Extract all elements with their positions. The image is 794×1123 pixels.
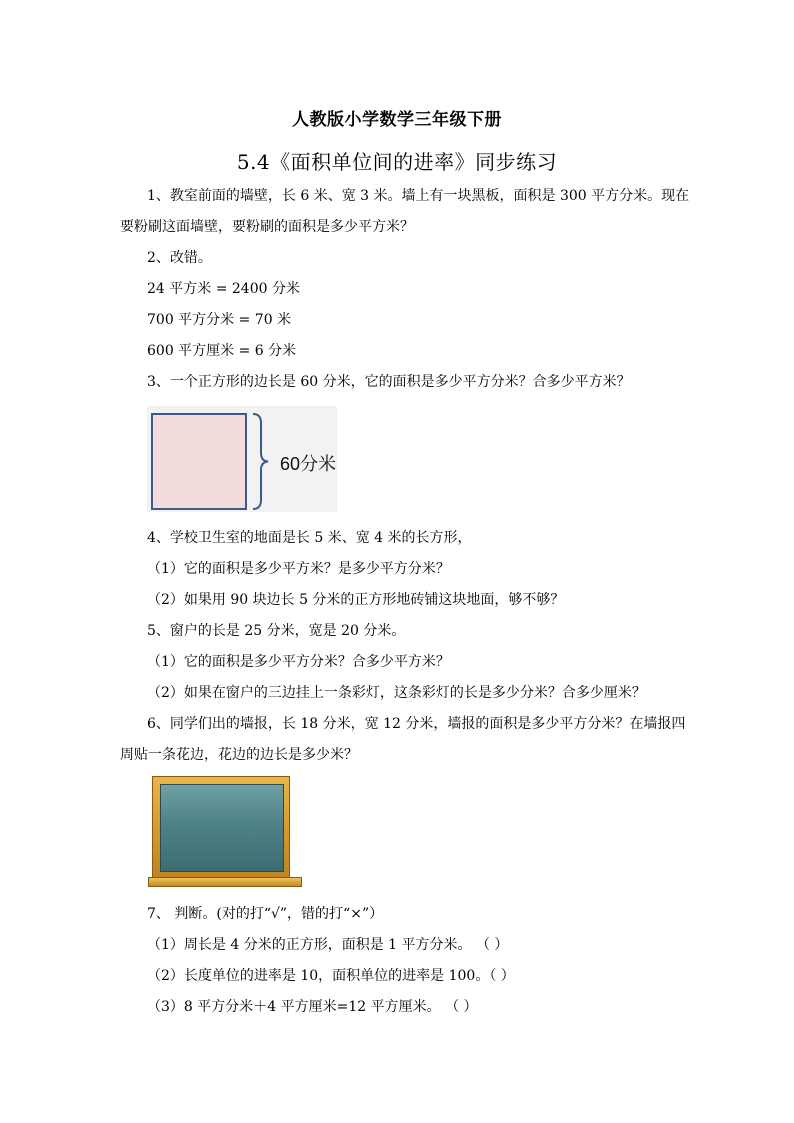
square-side-label: 60分米 [280,454,337,474]
blackboard-ledge [148,877,302,887]
question-6-line-2: 周贴一条花边，花边的边长是多少米？ [120,747,358,763]
blackboard-illustration [148,776,300,888]
question-2-item-1: 24 平方米 = 2400 分米 [147,281,300,297]
question-6-line-1: 6、同学们出的墙报，长 18 分米，宽 12 分米，墙报的面积是多少平方分米？在墙报四 [147,716,686,732]
question-5-text: 5、窗户的长是 25 分米，宽是 20 分米。 [147,623,406,639]
square-figure [147,406,337,512]
question-2-item-2: 700 平方分米 = 70 米 [147,312,292,328]
question-4-text: 4、学校卫生室的地面是长 5 米、宽 4 米的长方形， [147,530,472,546]
question-3-text: 3、一个正方形的边长是 60 分米，它的面积是多少平方分米？合多少平方米？ [147,374,631,390]
blackboard-surface [160,784,284,872]
question-7-heading: 7、 判断。(对的打“√”，错的打“×”） [147,906,384,922]
question-1-line-1: 1、教室前面的墙壁，长 6 米、宽 3 米。墙上有一块黑板，面积是 300 平方分米。现在 [147,188,690,204]
question-4-part-1: （1）它的面积是多少平方米？是多少平方分米？ [147,561,450,577]
question-5-part-1: （1）它的面积是多少平方分米？合多少平方米？ [147,654,450,670]
blackboard-frame [152,776,290,878]
question-5-part-2: （2）如果在窗户的三边挂上一条彩灯，这条彩灯的长是多少分米？合多少厘米？ [147,685,646,701]
document-subtitle: 5.4《面积单位间的进率》同步练习 [236,150,558,174]
question-7-item-2: （2）长度单位的进率是 10，面积单位的进率是 100。（ ） [147,968,515,984]
question-2-item-3: 600 平方厘米 = 6 分米 [147,343,297,359]
question-2-heading: 2、改错。 [147,250,212,266]
square-shape [151,413,247,510]
question-1-line-2: 要粉刷这面墙壁，要粉刷的面积是多少平方米？ [120,219,414,235]
document-title: 人教版小学数学三年级下册 [292,110,502,130]
question-7-item-1: （1）周长是 4 分米的正方形，面积是 1 平方分米。 （ ） [147,937,509,953]
right-brace-icon [251,413,271,510]
question-7-item-3: （3）8 平方分米＋4 平方厘米=12 平方厘米。 （ ） [147,999,478,1015]
question-4-part-2: （2）如果用 90 块边长 5 分米的正方形地砖铺这块地面，够不够？ [147,592,565,608]
